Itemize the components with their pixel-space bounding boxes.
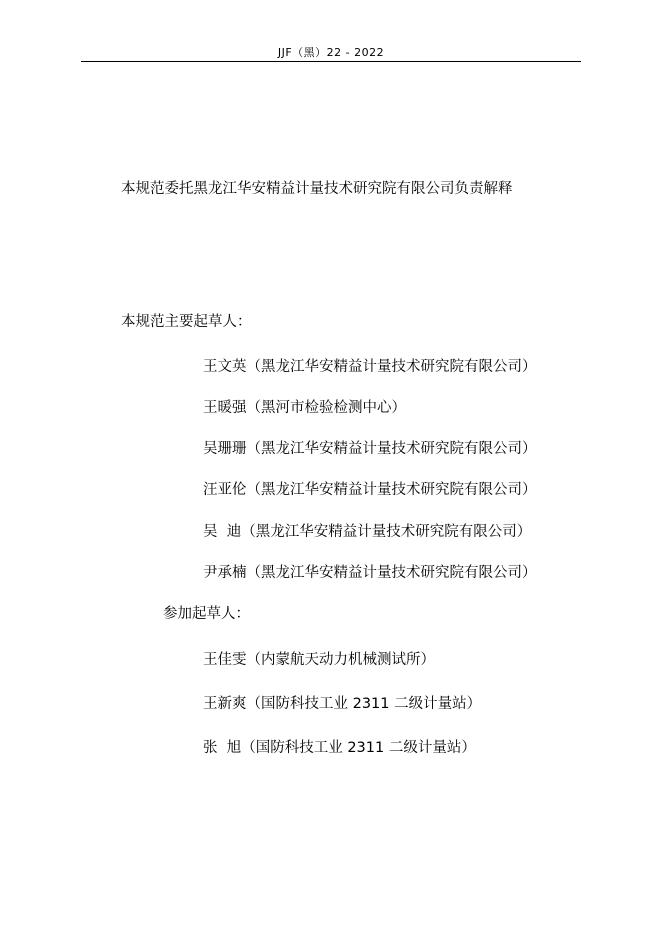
main-drafters-label: 本规范主要起草人： [121, 314, 252, 330]
participating-drafter-item: 张 旭（国防科技工业 2311 二级计量站） [203, 740, 476, 756]
participating-drafter-item: 王新爽（国防科技工业 2311 二级计量站） [203, 696, 482, 712]
header-divider [81, 61, 581, 62]
main-drafter-item: 王暖强（黑河市检验检测中心） [203, 400, 406, 416]
main-drafter-item: 尹承楠（黑龙江华安精益计量技术研究院有限公司） [203, 565, 537, 581]
participating-drafter-item: 王佳雯（内蒙航天动力机械测试所） [203, 652, 435, 668]
document-code-header: JJF（黑）22 - 2022 [277, 46, 385, 59]
main-drafter-item: 汪亚伦（黑龙江华安精益计量技术研究院有限公司） [203, 482, 537, 498]
main-drafter-item: 吴珊珊（黑龙江华安精益计量技术研究院有限公司） [203, 441, 537, 457]
participating-drafters-label: 参加起草人： [163, 606, 250, 622]
interpretation-statement: 本规范委托黑龙江华安精益计量技术研究院有限公司负责解释 [121, 181, 513, 197]
main-drafter-item: 王文英（黑龙江华安精益计量技术研究院有限公司） [203, 359, 537, 375]
main-drafter-item: 吴 迪（黑龙江华安精益计量技术研究院有限公司） [203, 524, 532, 540]
